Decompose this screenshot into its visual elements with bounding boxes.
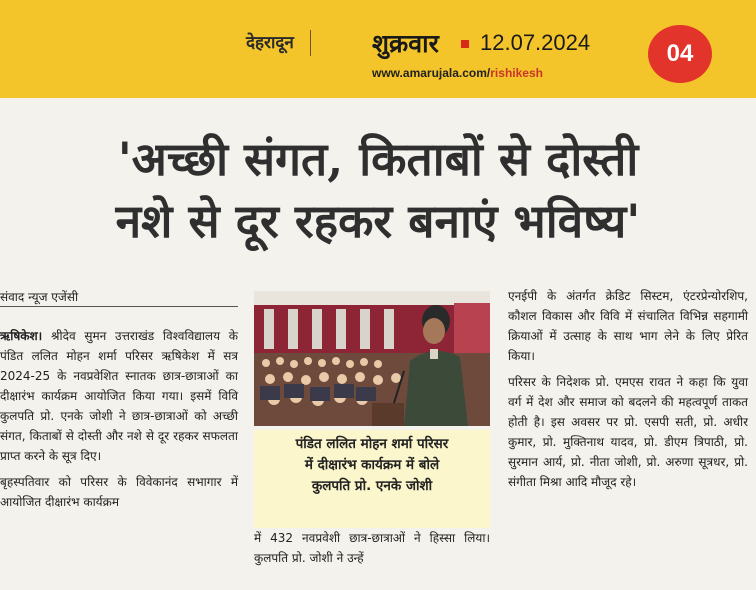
paragraph: बृहस्पतिवार को परिसर के विवेकानंद सभागार में आयोजित दीक्षारंभ कार्यक्रम: [0, 475, 238, 509]
article-column-1: [0, 326, 238, 518]
date-label: 12.07.2024: [480, 30, 591, 55]
caption-line-3: कुलपति प्रो. एनके जोशी: [311, 478, 433, 494]
headline-line-2: नशे से दूर रहकर बनाएं भविष्य': [115, 194, 641, 248]
article-column-3: [508, 286, 748, 498]
paragraph: परिसर के निदेशक प्रो. एमएस रावत ने कहा कि युवा वर्ग में देश और समाज को बदलने की महत्वपूर्ण ताकत होती है। इस अवसर पर प्रो. एसपी सती, प्रो. अधीर कुमार, प्रो. मुक्तिनाथ यादव, प्रो. डीएम त्रिपाठी, प्रो. सुरमान आर्य, प्रो. नीता जोशी, प्रो. अरुणा सूत्रधर, प्रो. संगीता मिश्रा आदि मौजूद रहे।: [508, 375, 748, 489]
auditorium-photo-illustration: [254, 291, 490, 426]
red-square-icon: [461, 40, 469, 48]
headline-line-1: 'अच्छी संगत, किताबों से दोस्ती: [117, 132, 639, 186]
website-link[interactable]: [372, 66, 543, 80]
divider: [0, 306, 238, 307]
page-number-badge: 04: [648, 25, 712, 83]
paragraph: [0, 326, 238, 466]
masthead-bar: [0, 0, 756, 98]
paragraph: एनईपी के अंतर्गत क्रेडिट सिस्टम, एंटरप्रेन्योरशिप, कौशल विकास और विवि में संचालित विभिन्न सहगामी क्रियाओं में उत्साह के साथ भाग लेने के लिए प्रेरित किया।: [508, 289, 748, 363]
photo-caption: [254, 430, 490, 528]
day-label: शुक्रवार: [372, 29, 439, 58]
url-prefix: www.amarujala.com/: [372, 66, 491, 80]
event-photo: [254, 291, 490, 426]
separator: [310, 30, 311, 56]
url-section: rishikesh: [490, 66, 543, 80]
caption-line-2: में दीक्षारंभ कार्यक्रम में बोले: [304, 457, 440, 473]
dateline: ऋषिकेश।: [0, 329, 43, 343]
byline: संवाद न्यूज एजेंसी: [0, 290, 79, 304]
headline: [8, 128, 748, 252]
caption-line-1: पंडित ललित मोहन शर्मा परिसर: [295, 436, 449, 452]
paragraph-text: श्रीदेव सुमन उत्तराखंड विश्वविद्यालय के पंडित ललित मोहन शर्मा परिसर ऋषिकेश में सत्र 2024-25 के नवप्रवेशित स्नातक छात्र-छात्राओं का दीक्षारंभ कार्यक्रम आयोजित किया गया। इसमें विवि कुलपति प्रो. एनके जोशी ने छात्र-छात्राओं को अच्छी संगत, किताबों से दोस्ती और नशे से दूर रहकर सफलता प्राप्त करने के सूत्र दिए।: [0, 329, 238, 463]
article-column-2: में 432 नवप्रवेशी छात्र-छात्राओं ने हिस्सा लिया। कुलपति प्रो. जोशी ने उन्हें: [254, 531, 490, 565]
city-label: देहरादून: [246, 33, 294, 53]
